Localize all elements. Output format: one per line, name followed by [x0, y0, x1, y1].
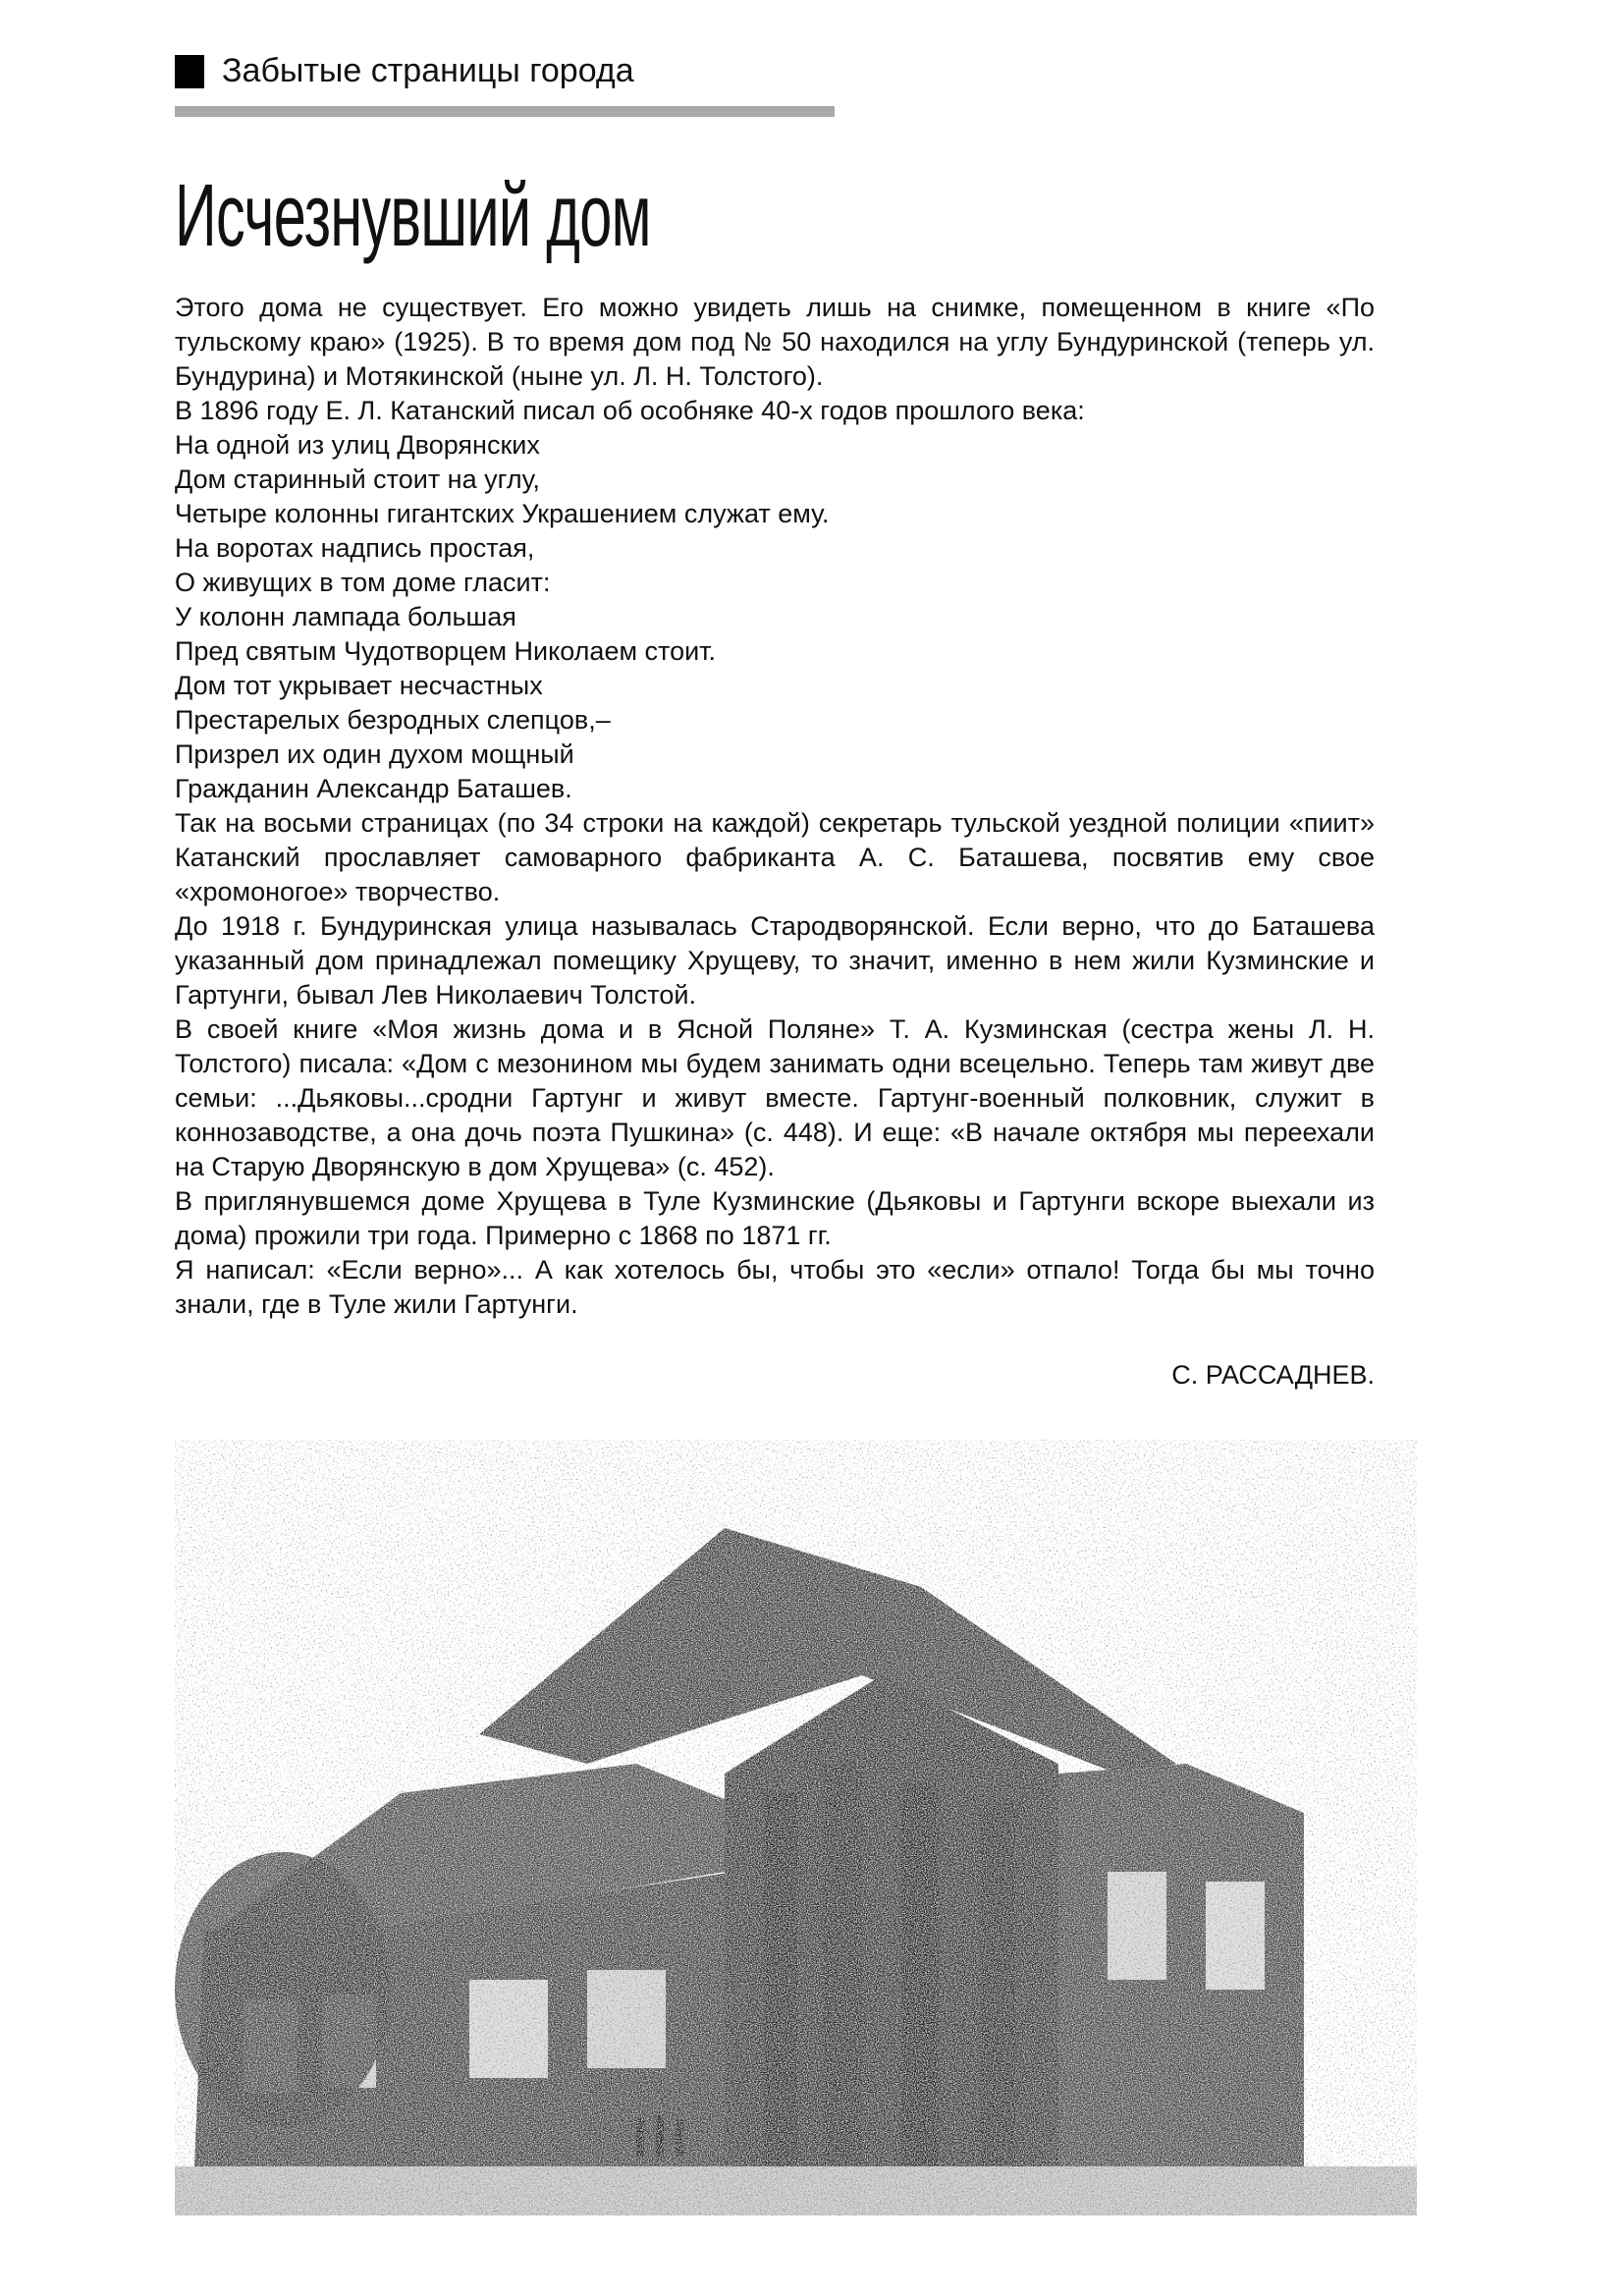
article-paragraph: До 1918 г. Бундуринская улица называлась Стародворянской. Если верно, что до Баташева указанный дом принадлежал помещику Хрущеву, то значит, именно в нем жили Кузминские и Гартунги, бывал Лев Николаевич Толстой.	[175, 911, 1375, 1010]
section-title: Забытые страницы города	[222, 52, 634, 89]
section-header	[175, 52, 835, 122]
poem-line: Гражданин Александр Баташев.	[175, 774, 572, 803]
house-illustration	[175, 1440, 1417, 2215]
poem-line: Дом тот укрывает несчастных	[175, 671, 543, 700]
poem-line: Четыре колонны гигантских Украшением служат ему.	[175, 499, 830, 528]
poem-line: Призрел их один духом мощный	[175, 739, 574, 769]
article-paragraph: В своей книге «Моя жизнь дома и в Ясной Поляне» Т. А. Кузминская (сестра жены Л. Н. Толстого) писала: «Дом с мезонином мы будем занимать одни всецельно. Теперь там живут две семьи: ...Дьяковы...сродни Гартунг и живут вместе. Гартунг-военный полковник, служит в коннозаводстве, а она дочь поэта Пушкина» (с. 448). И еще: «В начале октября мы переехали на Старую Дворянскую в дом Хрущева» (с. 452).	[175, 1014, 1375, 1181]
poem-line: О живущих в том доме гласит:	[175, 568, 551, 597]
article-paragraph: Так на восьми страницах (по 34 строки на каждой) секретарь тульской уездной полиции «пиит» Катанский прославляет самоварного фабриканта А. С. Баташева, посвятив ему свое «хромоногое» творчество.	[175, 808, 1375, 906]
article-paragraph: Этого дома не существует. Его можно увидеть лишь на снимке, помещенном в книге «По тульскому краю» (1925). В то время дом под № 50 находился на углу Бундуринской (теперь ул. Бундурина) и Мотякинской (ныне ул. Л. Н. Толстого).	[175, 293, 1375, 391]
poem-line: Пред святым Чудотворцем Николаем стоит.	[175, 636, 717, 666]
poem-line: Дом старинный стоит на углу,	[175, 465, 540, 494]
article-body	[175, 291, 1375, 1322]
author-signature: С. РАССАДНЕВ.	[1171, 1360, 1375, 1390]
article-title: Исчезнувший дом	[175, 167, 651, 265]
article-paragraph: Я написал: «Если верно»... А как хотелось бы, чтобы это «если» отпало! Тогда бы мы точно знали, где в Туле жили Гартунги.	[175, 1255, 1375, 1319]
poem-line: У колонн лампада большая	[175, 602, 516, 631]
poem	[175, 428, 1375, 806]
article-paragraph: В приглянувшемся доме Хрущева в Туле Кузминские (Дьяковы и Гартунги вскоре выехали из дома) прожили три года. Примерно с 1868 по 1871 гг.	[175, 1186, 1375, 1250]
section-marker	[175, 55, 204, 88]
poem-line: На одной из улиц Дворянских	[175, 430, 540, 460]
poem-line: На воротах надпись простая,	[175, 533, 535, 563]
house-photo	[175, 1440, 1417, 2215]
section-rule	[175, 106, 835, 117]
poem-line: Престарелых безродных слепцов,–	[175, 705, 611, 735]
article-paragraph: В 1896 году Е. Л. Катанский писал об особняке 40-х годов прошлого века:	[175, 396, 1085, 425]
